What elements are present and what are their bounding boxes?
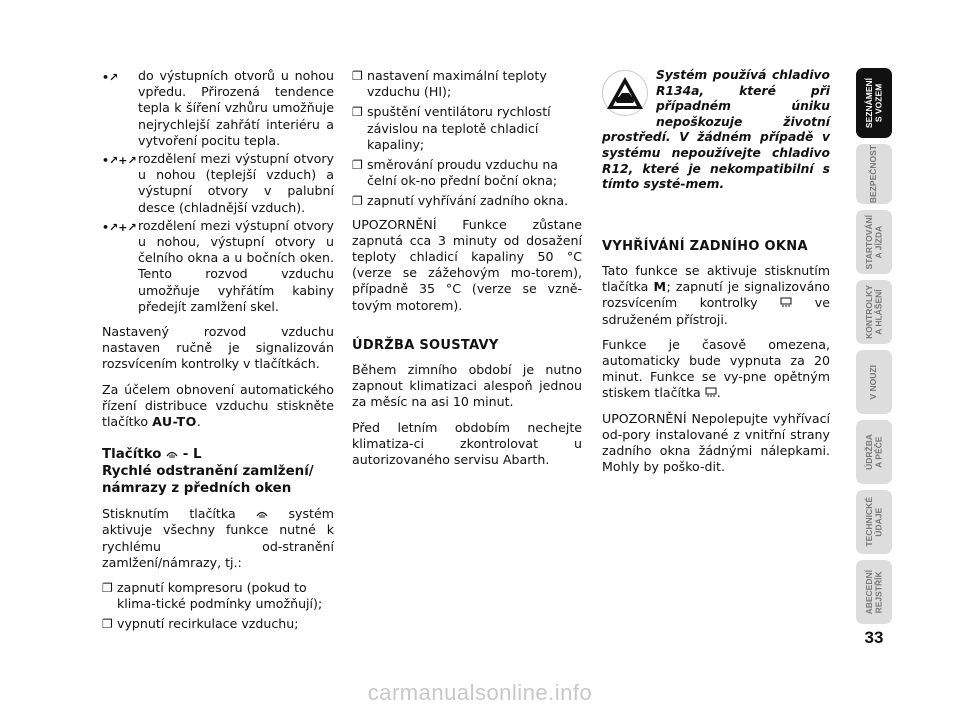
column-left bbox=[102, 68, 334, 640]
text-run: ; zapnutí je signalizováno rozsvícením kontrolky bbox=[602, 279, 830, 311]
column-right bbox=[602, 68, 830, 484]
list-item bbox=[352, 193, 582, 209]
section-title-maintenance: ÚDRŽBA SOUSTAVY bbox=[352, 337, 499, 353]
text-run: Tato funkce se aktivuje stisknutím tlačítka bbox=[602, 262, 830, 295]
vent-mode-text: rozdělení mezi výstupní otvory u nohou, výstupní otvory u čelního okna a u bočních oken. Tento rozvod vzduchu umožňuje vyhřátím kabiny předejít zamlžení skel. bbox=[138, 217, 334, 314]
warning-text: Systém používá chladivo R134a, které při případném úniku nepoškozuje životní prostředí. V žádném případě v systému nepoužívejte chladivo R12, které je nekompatibilní s tímto systé-mem. bbox=[602, 68, 830, 192]
button-m-ref: M bbox=[653, 279, 667, 295]
chapter-tabs bbox=[856, 68, 892, 630]
paragraph bbox=[102, 506, 334, 571]
vent-feet-windscreen-icon: •↗+↗ bbox=[102, 220, 137, 234]
text-run: Funkce je časově omezena, automaticky bude vypnuta za 20 minut. Funkce se vy-pne opětným stiskem tlačítka bbox=[602, 336, 830, 401]
section-title-rear-window-heating: VYHŘÍVÁNÍ ZADNÍHO OKNA bbox=[602, 238, 808, 254]
tab-v-nouzi[interactable] bbox=[856, 350, 892, 414]
tab-rejstrik[interactable] bbox=[856, 560, 892, 624]
tab-kontrolky[interactable] bbox=[856, 280, 892, 344]
list-item-text: zapnutí vyhřívání zadního okna. bbox=[367, 193, 569, 209]
vent-feet-icon: •↗ bbox=[102, 71, 119, 84]
paragraph bbox=[602, 337, 830, 402]
vent-feet-dash-icon: •↗+↗ bbox=[102, 154, 137, 168]
text-run: . bbox=[716, 385, 721, 401]
text-run: Tlačítko bbox=[102, 447, 167, 463]
bullet-list bbox=[352, 68, 582, 210]
list-item bbox=[352, 104, 582, 153]
tab-label: V NOUZI bbox=[868, 364, 879, 400]
bullet-list bbox=[102, 580, 334, 633]
auto-button-ref: AU-TO bbox=[152, 414, 197, 430]
text-run: ve sdruženém přístroji. bbox=[602, 295, 830, 327]
column-middle bbox=[352, 68, 582, 477]
list-item bbox=[102, 616, 334, 632]
checkbox-bullet-icon: ❐ bbox=[102, 617, 113, 632]
text-run: Rychlé odstranění zamlžení/ bbox=[102, 464, 314, 480]
list-item-text: zapnutí kompresoru (pokud to klima-tické podmínky umožňují); bbox=[117, 580, 323, 612]
text-run: - L bbox=[178, 447, 202, 463]
page-number: 33 bbox=[864, 628, 884, 647]
defrost-icon bbox=[256, 507, 268, 519]
environment-warning-icon bbox=[602, 70, 648, 116]
tab-udrzba[interactable] bbox=[856, 420, 892, 484]
tab-label: STARTOVÁNÍ A JÍZDA bbox=[863, 214, 883, 270]
watermark: carmanualsonline.info bbox=[367, 680, 593, 705]
vent-mode-feet-windows bbox=[102, 218, 334, 315]
paragraph bbox=[602, 263, 830, 328]
tab-label: BEZPEČNOST bbox=[868, 144, 879, 204]
warning-box bbox=[602, 68, 830, 193]
paragraph-note: UPOZORNĚNÍ Funkce zůstane zapnutá cca 3 minuty od dosažení teploty chladicí kapaliny 50 °C (verze se zážehovým mo-torem), případně 35 °C (verze se vzně-tovým motorem). bbox=[352, 216, 582, 313]
checkbox-bullet-icon: ❐ bbox=[352, 69, 363, 83]
vent-mode-feet-dash bbox=[102, 151, 334, 216]
rear-defrost-icon bbox=[705, 387, 717, 398]
text-run: systém aktivuje všechny funkce nutné k rychlému od-stranění zamlžení/námrazy, tj.: bbox=[102, 506, 334, 570]
text-run: námrazy z předních oken bbox=[102, 481, 292, 497]
list-item-text: nastavení maximální teploty vzduchu (HI); bbox=[367, 68, 547, 100]
text-run: Stisknutím tlačítka bbox=[102, 506, 257, 522]
text-run: . bbox=[196, 414, 201, 430]
tab-label: ABECEDNÍ REJSTŘÍK bbox=[863, 569, 883, 615]
tab-label: SEZNÁMENÍ S VOZEM bbox=[863, 77, 883, 129]
paragraph-note: UPOZORNĚNÍ Nepolepujte vyhřívací od-pory instalované z vnitřní strany zadního okna žádnými nálepkami. Mohly by poško-dit. bbox=[602, 410, 830, 475]
list-item-text: směrování proudu vzduchu na čelní ok-no přední boční okna; bbox=[367, 157, 559, 189]
tab-technicke[interactable] bbox=[856, 490, 892, 554]
tab-bezpecnost[interactable] bbox=[856, 144, 892, 204]
list-item bbox=[352, 157, 582, 189]
paragraph: Nastavený rozvod vzduchu nastaven ručně je signalizován rozsvícením kontrolky v tlačítkách. bbox=[102, 324, 334, 372]
checkbox-bullet-icon: ❐ bbox=[352, 105, 363, 120]
paragraph bbox=[102, 382, 334, 431]
checkbox-bullet-icon: ❐ bbox=[352, 158, 363, 173]
checkbox-bullet-icon: ❐ bbox=[102, 581, 113, 596]
tab-label: KONTROLKY A HLÁŠENÍ bbox=[863, 285, 883, 339]
vent-mode-text: do výstupních otvorů u nohou vpředu. Přirozená tendence tepla k šíření vzhůru umožňuje nejrychlejší zahřátí interiéru a vytvoření pocitu tepla. bbox=[138, 68, 334, 148]
vent-mode-text: rozdělení mezi výstupní otvory u nohou (teplejší vzduch) a výstupní otvory v palubní desce (chladnější vzduch). bbox=[138, 151, 334, 215]
tab-label: TECHNICKÉ ÚDAJE bbox=[863, 497, 883, 547]
tab-seznameni[interactable] bbox=[856, 68, 892, 138]
defrost-icon bbox=[166, 447, 178, 459]
list-item-text: spuštění ventilátoru rychlostí závislou na teplotě chladicí kapaliny; bbox=[367, 104, 551, 152]
paragraph: Před letním obdobím nechejte klimatiza-ci zkontrolovat u autorizovaného servisu Abarth. bbox=[352, 419, 582, 468]
list-item bbox=[102, 580, 334, 612]
paragraph: Během zimního období je nutno zapnout klimatizaci alespoň jednou za měsíc na asi 10 minut. bbox=[352, 362, 582, 410]
tab-label: ÚDRŽBA A PÉČE bbox=[863, 434, 883, 470]
vent-mode-feet bbox=[102, 68, 334, 149]
list-item bbox=[352, 68, 582, 100]
list-item-text: vypnutí recirkulace vzduchu; bbox=[117, 616, 299, 632]
section-heading-defrost bbox=[102, 446, 334, 497]
checkbox-bullet-icon: ❐ bbox=[352, 194, 363, 209]
rear-defrost-icon bbox=[780, 297, 792, 308]
text-run: Za účelem obnovení automatického řízení distribuce vzduchu stiskněte tlačítko bbox=[102, 381, 334, 430]
tab-startovani[interactable] bbox=[856, 210, 892, 274]
